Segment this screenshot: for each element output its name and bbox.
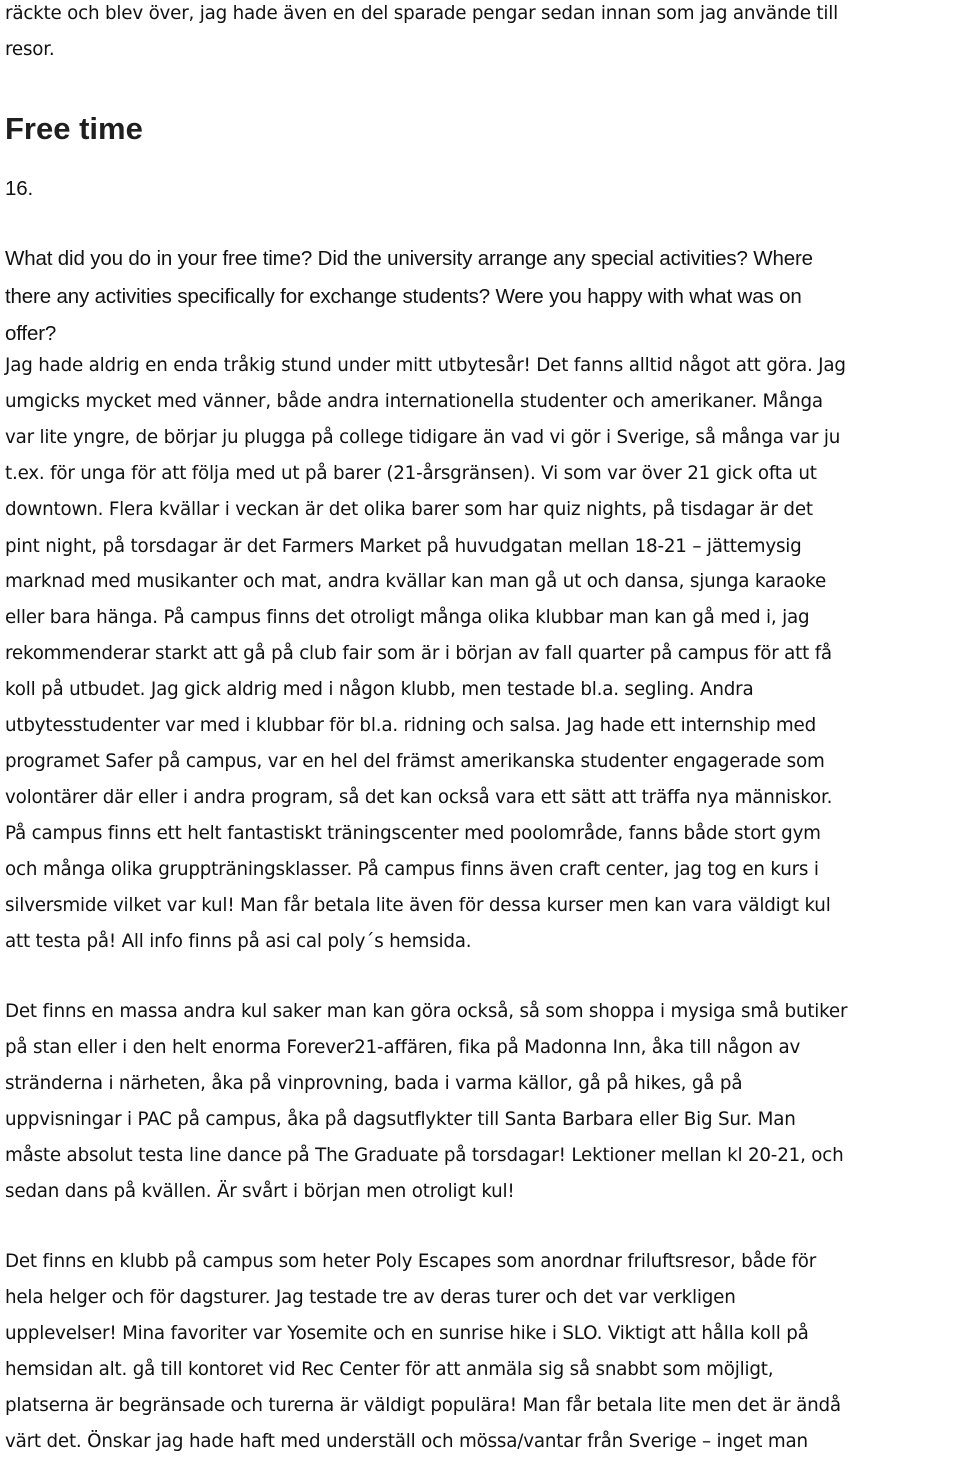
paragraph-3-line: upplevelser! Mina favoriter var Yosemite och en sunrise hike i SLO. Viktigt att hålla koll på xyxy=(5,1323,809,1344)
paragraph-2-line: sedan dans på kvällen. Är svårt i början men otroligt kul! xyxy=(5,1181,515,1202)
paragraph-1-line: t.ex. för unga för att följa med ut på barer (21-årsgränsen). Vi som var över 21 gick ofta ut xyxy=(5,463,817,484)
question-line-3: offer? xyxy=(5,322,57,345)
paragraph-1-line: umgicks mycket med vänner, både andra internationella studenter och amerikaner. Många xyxy=(5,391,823,412)
paragraph-1-line: utbytesstudenter var med i klubbar för bl.a. ridning och salsa. Jag hade ett internship med xyxy=(5,715,816,736)
paragraph-1-line: pint night, på torsdagar är det Farmers Market på huvudgatan mellan 18-21 – jättemysig xyxy=(5,536,802,557)
paragraph-1-line: downtown. Flera kvällar i veckan är det olika barer som har quiz nights, på tisdagar är det xyxy=(5,499,813,520)
intro-line-2: resor. xyxy=(5,39,55,60)
paragraph-1-line: var lite yngre, de börjar ju plugga på college tidigare än vad vi gör i Sverige, så många var ju xyxy=(5,427,841,448)
paragraph-2-line: på stan eller i den helt enorma Forever21-affären, fika på Madonna Inn, åka till någon av xyxy=(5,1037,801,1058)
question-line-1: What did you do in your free time? Did the university arrange any special activities? Where xyxy=(5,247,813,270)
paragraph-3-line: värt det. Önskar jag hade haft med underställ och mössa/vantar från Sverige – inget man xyxy=(5,1431,808,1452)
paragraph-2-line: måste absolut testa line dance på The Graduate på torsdagar! Lektioner mellan kl 20-21, och xyxy=(5,1145,844,1166)
paragraph-1-line: rekommenderar starkt att gå på club fair som är i början av fall quarter på campus för att få xyxy=(5,643,832,664)
paragraph-1-line: volontärer där eller i andra program, så det kan också vara ett sätt att träffa nya människor. xyxy=(5,787,833,808)
paragraph-2-line: Det finns en massa andra kul saker man kan göra också, så som shoppa i mysiga små butiker xyxy=(5,1001,848,1022)
section-number: 16. xyxy=(5,177,34,200)
paragraph-1-line: att testa på! All info finns på asi cal poly´s hemsida. xyxy=(5,931,472,952)
paragraph-1-line: På campus finns ett helt fantastiskt träningscenter med poolområde, fanns både stort gym xyxy=(5,823,821,844)
paragraph-1-line: och många olika gruppträningsklasser. På campus finns även craft center, jag tog en kurs i xyxy=(5,859,819,880)
paragraph-3-line: platserna är begränsade och turerna är väldigt populära! Man får betala lite men det är ändå xyxy=(5,1395,841,1416)
paragraph-1-line: koll på utbudet. Jag gick aldrig med i någon klubb, men testade bl.a. segling. Andra xyxy=(5,679,754,700)
paragraph-2-line: uppvisningar i PAC på campus, åka på dagsutflykter till Santa Barbara eller Big Sur. Man xyxy=(5,1109,796,1130)
paragraph-3-line: Det finns en klubb på campus som heter Poly Escapes som anordnar friluftsresor, både för xyxy=(5,1251,817,1272)
section-title: Free time xyxy=(5,111,143,146)
paragraph-3-line: hemsidan alt. gå till kontoret vid Rec Center för att anmäla sig så snabbt som möjligt, xyxy=(5,1359,774,1380)
paragraph-1-line: Jag hade aldrig en enda tråkig stund under mitt utbytesår! Det fanns alltid något att göra. Jag xyxy=(5,355,846,376)
paragraph-1-line: programet Safer på campus, var en hel del främst amerikanska studenter engagerade som xyxy=(5,751,825,772)
question-line-2: there any activities specifically for exchange students? Were you happy with what was on xyxy=(5,285,802,308)
paragraph-1-line: marknad med musikanter och mat, andra kvällar kan man gå ut och dansa, sjunga karaoke xyxy=(5,571,827,592)
paragraph-2-line: stränderna i närheten, åka på vinprovning, bada i varma källor, gå på hikes, gå på xyxy=(5,1073,743,1094)
paragraph-1-line: silversmide vilket var kul! Man får betala lite även för dessa kurser men kan vara väldigt kul xyxy=(5,895,831,916)
paragraph-1-line: eller bara hänga. På campus finns det otroligt många olika klubbar man kan gå med i, jag xyxy=(5,607,810,628)
intro-line-1: räckte och blev över, jag hade även en del sparade pengar sedan innan som jag använde till xyxy=(5,3,838,24)
paragraph-3-line: hela helger och för dagsturer. Jag testade tre av deras turer och det var verkligen xyxy=(5,1287,736,1308)
